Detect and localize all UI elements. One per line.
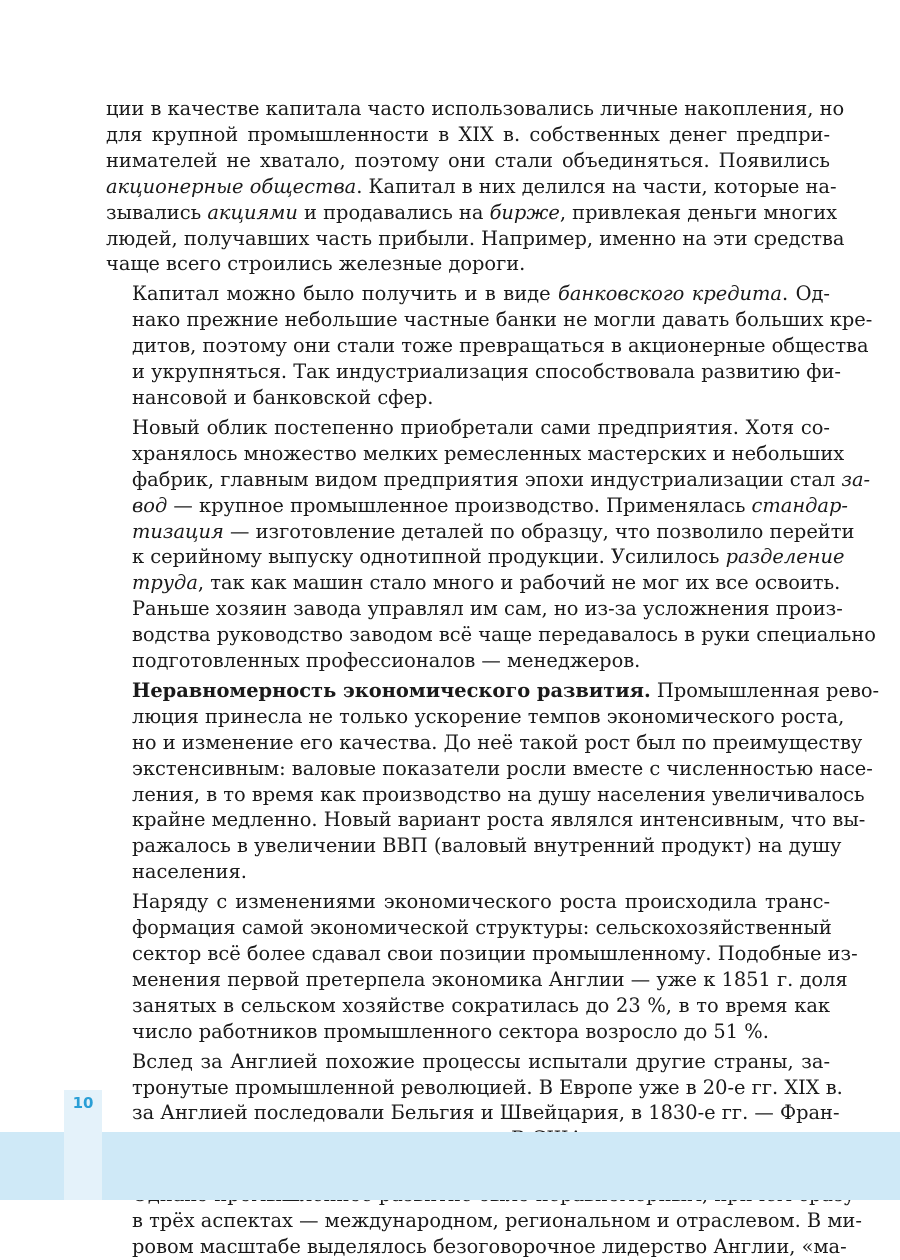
text-line: Неравномерность экономического развития. Промышленная рево-	[132, 678, 880, 702]
text-line: чаще всего строились железные дороги.	[106, 252, 526, 276]
text-line: тизация — изготовление деталей по образцу, что позволило перейти	[132, 519, 855, 543]
text-line: в трёх аспектах — международном, региональном и отраслевом. В ми-	[132, 1209, 862, 1233]
text-line: Капитал можно было получить и в виде банковского кредита. Од-	[132, 282, 830, 306]
text-line: нансовой и банковской сфер.	[132, 385, 434, 409]
text-line: нако прежние небольшие частные банки не могли давать больших кре-	[132, 308, 873, 332]
text-line: хранялось множество мелких ремесленных мастерских и небольших	[132, 441, 845, 465]
text-line: Наряду с изменениями экономического роста происходила транс-	[132, 890, 830, 914]
text-line: к серийному выпуску однотипной продукции. Усилилось разделение	[132, 545, 845, 569]
paragraph	[106, 415, 876, 674]
text-line: и укрупняться. Так индустриализация способствовала развитию фи-	[132, 360, 841, 384]
text-line: сектор всё более сдавал свои позиции промышленному. Подобные из-	[132, 942, 858, 965]
paragraph	[106, 678, 880, 885]
text-line: ражалось в увеличении ВВП (валовый внутренний продукт) на душу	[132, 834, 842, 858]
paragraph	[106, 281, 873, 411]
paragraph	[106, 889, 858, 1044]
body-text	[106, 96, 880, 1260]
text-line: людей, получавших часть прибыли. Например, именно на эти средства	[106, 226, 845, 250]
text-line: подготовленных профессионалов — менеджеров.	[132, 649, 641, 673]
text-line: за Англией последовали Бельгия и Швейцария, в 1830-е гг. — Фран-	[132, 1101, 840, 1125]
text-line: дитов, поэтому они стали тоже превращаться в акционерные общества	[132, 334, 869, 358]
text-line: акционерные общества. Капитал в них делился на части, которые на-	[106, 174, 837, 198]
paragraph	[106, 96, 845, 277]
text-line: крайне медленно. Новый вариант роста являлся интенсивным, что вы-	[132, 808, 866, 832]
text-line: водства руководство заводом всё чаще передавалось в руки специально	[132, 623, 876, 647]
text-line: но и изменение его качества. До неё такой рост был по преимуществу	[132, 730, 863, 754]
footer-band	[0, 1132, 900, 1200]
text-line: тронутые промышленной революцией. В Европе уже в 20-е гг. XIX в.	[132, 1075, 843, 1099]
text-line: зывались акциями и продавались на бирже, привлекая деньги многих	[106, 200, 838, 224]
text-line: фабрик, главным видом предприятия эпохи индустриализации стал за-	[132, 467, 871, 491]
page-number: 10	[72, 1094, 94, 1112]
text-line: ления, в то время как производство на душу населения увеличивалось	[132, 782, 865, 806]
text-line: для крупной промышленности в XIX в. собственных денег предпри-	[106, 122, 830, 146]
text-line: нимателей не хватало, поэтому они стали объединяться. Появились	[106, 148, 830, 172]
text-line: ции в качестве капитала часто использовались личные накопления, но	[106, 97, 845, 120]
text-line: труда, так как машин стало много и рабочий не мог их все освоить.	[132, 571, 841, 595]
text-line: Раньше хозяин завода управлял им сам, но из-за усложнения произ-	[132, 597, 843, 621]
text-line: число работников промышленного сектора возросло до 51 %.	[132, 1019, 769, 1043]
text-line: Вслед за Англией похожие процессы испытали другие страны, за-	[132, 1049, 830, 1073]
text-line: ровом масштабе выделялось безоговорочное лидерство Англии, «ма-	[132, 1234, 847, 1258]
text-line: населения.	[132, 860, 247, 884]
text-line: менения первой претерпела экономика Англии — уже к 1851 г. доля	[132, 967, 848, 991]
text-line: занятых в сельском хозяйстве сократилась до 23 %, в то время как	[132, 993, 830, 1017]
text-line: экстенсивным: валовые показатели росли вместе с численностью насе-	[132, 756, 873, 780]
text-line: люция принесла не только ускорение темпов экономического роста,	[132, 704, 845, 728]
text-line: Новый облик постепенно приобретали сами предприятия. Хотя со-	[132, 415, 830, 439]
text-line: формация самой экономической структуры: сельскохозяйственный	[132, 916, 832, 940]
text-line: вод — крупное промышленное производство. Применялась стандар-	[132, 493, 848, 517]
